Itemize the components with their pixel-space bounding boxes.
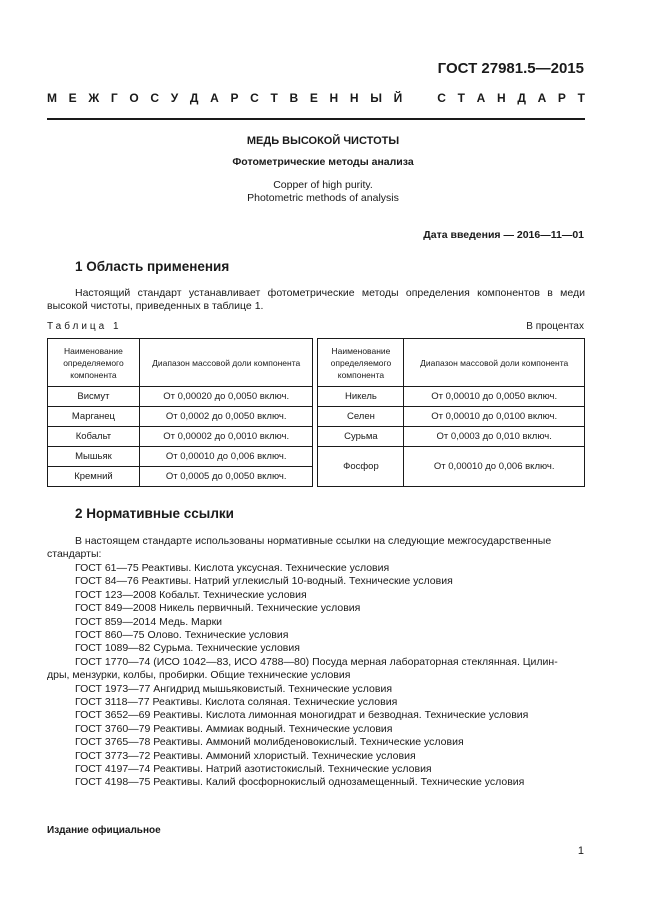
banner-letter: Т [270, 91, 278, 105]
cell-name: Кремний [48, 467, 140, 487]
english-title-line1: Copper of high purity. [273, 179, 373, 191]
banner-letter: Т [577, 91, 585, 105]
page-number: 1 [577, 845, 584, 857]
official-edition-label: Издание официальное [47, 825, 161, 836]
header-name-right: Наименование определяемого компонента [318, 339, 404, 387]
reference-item: ГОСТ 4197—74 Реактивы. Натрий азотистокислый. Технические условия [75, 763, 432, 775]
reference-item: ГОСТ 84—76 Реактивы. Натрий углекислый 10-водный. Технические условия [75, 575, 453, 588]
cell-range: От 0,00010 до 0,0050 включ. [404, 387, 585, 407]
banner-letter: Р [230, 91, 239, 105]
header-range-right: Диапазон массовой доли компонента [404, 339, 585, 387]
section1-heading: 1 Область применения [75, 259, 230, 274]
table-caption: Таблица 1 [47, 321, 122, 332]
banner-letter: В [289, 91, 299, 105]
reference-item: ГОСТ 3118—77 Реактивы. Кислота соляная. Технические условия [75, 696, 398, 708]
section2-intro: В настоящем стандарте использованы нормативные ссылки на следующие межгосударственные стандарты: [47, 535, 552, 560]
table-header-row [48, 339, 585, 387]
reference-item: ГОСТ 1089—82 Сурьма. Технические условия [75, 642, 300, 655]
cell-range: От 0,0002 до 0,0050 включ. [139, 407, 313, 427]
banner-letter: Р [557, 91, 566, 105]
reference-item: ГОСТ 3652—69 Реактивы. Кислота лимонная моногидрат и безводная. Технические условия [75, 709, 529, 722]
cell-name: Никель [318, 387, 404, 407]
document-subtitle: Фотометрические методы анализа [232, 156, 414, 168]
header-range-left: Диапазон массовой доли компонента [139, 339, 313, 387]
banner-letter: А [476, 91, 486, 105]
cell-range: От 0,00010 до 0,006 включ. [404, 447, 585, 487]
gost-number: ГОСТ 27981.5—2015 [437, 60, 584, 77]
banner-letter: Т [457, 91, 465, 105]
banner-letter: С [437, 91, 446, 105]
banner-letter: Н [349, 91, 359, 105]
banner-letter: Е [309, 91, 318, 105]
banner-letter: Н [329, 91, 339, 105]
english-title-line2: Photometric methods of analysis [247, 192, 399, 204]
table-row [48, 447, 585, 467]
banner-letter: О [129, 91, 139, 105]
reference-item: ГОСТ 1770—74 (ИСО 1042—83, ИСО 4788—80) Посуда мерная лабораторная стеклянная. Цилин- [75, 655, 558, 668]
reference-item: ГОСТ 4198—75 Реактивы. Калий фосфорнокислый однозамещенный. Технические условия [75, 776, 525, 789]
banner-letter: Д [517, 91, 526, 105]
header-rule [47, 118, 585, 120]
cell-range: От 0,00010 до 0,006 включ. [139, 447, 313, 467]
cell-name: Сурьма [318, 427, 404, 447]
table-row [48, 387, 585, 407]
components-table [47, 338, 585, 487]
cell-range: От 0,00020 до 0,0050 включ. [139, 387, 313, 407]
banner-letter: А [210, 91, 219, 105]
banner-letter: Г [110, 91, 118, 105]
cell-name: Мышьяк [48, 447, 140, 467]
reference-item: ГОСТ 3760—79 Реактивы. Аммиак водный. Технические условия [75, 722, 393, 735]
cell-range: От 0,0005 до 0,0050 включ. [139, 467, 313, 487]
cell-range: От 0,00002 до 0,0010 включ. [139, 427, 313, 447]
reference-item: ГОСТ 860—75 Олово. Технические условия [75, 629, 289, 641]
header-name-left: Наименование определяемого компонента [48, 339, 140, 387]
banner-letter: Д [189, 91, 199, 105]
banner-letter: У [170, 91, 179, 105]
cell-name: Марганец [48, 407, 140, 427]
table-row [48, 427, 585, 447]
reference-item: ГОСТ 3773—72 Реактивы. Аммоний хлористый. Технические условия [75, 749, 416, 762]
cell-name: Селен [318, 407, 404, 427]
cell-range: От 0,0003 до 0,010 включ. [404, 427, 585, 447]
cell-name: Висмут [48, 387, 140, 407]
banner-letter: А [537, 91, 547, 105]
introduction-date: Дата введения — 2016—11—01 [423, 229, 584, 241]
interstate-standard-banner [47, 91, 585, 105]
reference-item-continuation: дры, мензурки, колбы, пробирки. Общие технические условия [47, 669, 351, 682]
section1-paragraph: Настоящий стандарт устанавливает фотометрические методы определения компонентов в меди высокой чистоты, приведенных в таблице 1. [47, 287, 585, 312]
table-unit: В процентах [526, 321, 584, 332]
reference-item: ГОСТ 1973—77 Ангидрид мышьяковистый. Технические условия [75, 682, 393, 695]
reference-item: ГОСТ 849—2008 Никель первичный. Технические условия [75, 602, 361, 615]
section2-heading: 2 Нормативные ссылки [75, 506, 234, 521]
table-row [48, 407, 585, 427]
banner-letter: С [150, 91, 160, 105]
banner-letter: Н [496, 91, 506, 105]
banner-letter: Ж [88, 91, 100, 105]
reference-item: ГОСТ 859—2014 Медь. Марки [75, 615, 223, 628]
banner-letter: Й [393, 91, 403, 105]
banner-letter: Ы [370, 91, 382, 105]
cell-range: От 0,00010 до 0,0100 включ. [404, 407, 585, 427]
banner-letter: С [250, 91, 259, 105]
cell-name: Кобальт [48, 427, 140, 447]
document-title: МЕДЬ ВЫСОКОЙ ЧИСТОТЫ [246, 135, 400, 147]
banner-letter: Е [68, 91, 77, 105]
banner-letter: М [47, 91, 57, 105]
reference-item: ГОСТ 3765—78 Реактивы. Аммоний молибденовокислый. Технические условия [75, 736, 464, 749]
reference-item: ГОСТ 61—75 Реактивы. Кислота уксусная. Технические условия [75, 562, 390, 574]
reference-item: ГОСТ 123—2008 Кобальт. Технические условия [75, 588, 307, 601]
cell-name: Фосфор [318, 447, 404, 487]
